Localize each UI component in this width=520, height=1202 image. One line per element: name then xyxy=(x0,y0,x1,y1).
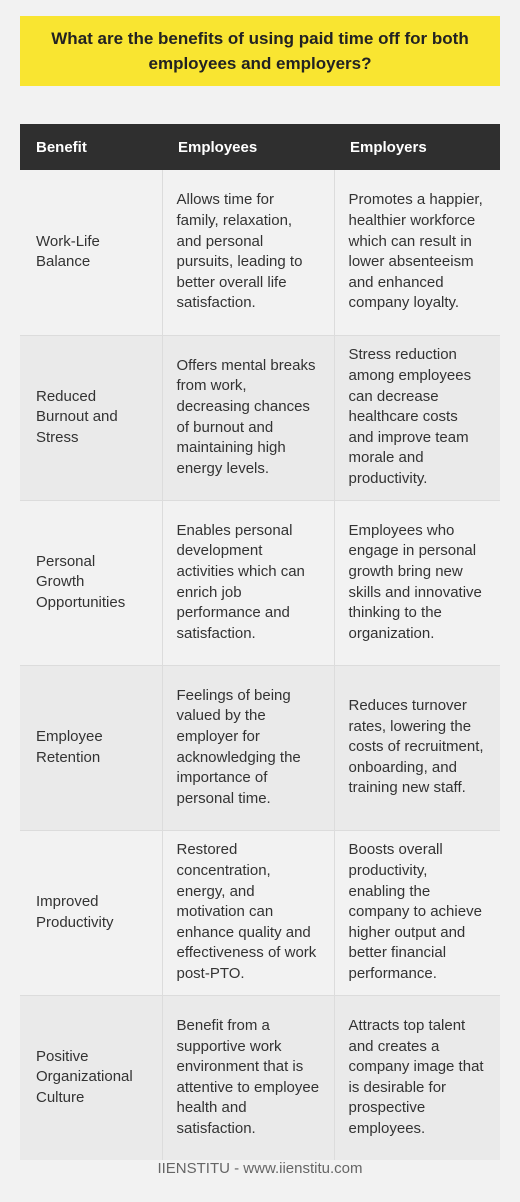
table-header-row xyxy=(20,124,500,170)
employers-cell: Attracts top talent and creates a company image that is desirable for prospective employees. xyxy=(334,995,500,1160)
employers-cell: Stress reduction among employees can decrease healthcare costs and improve team morale and productivity. xyxy=(334,335,500,500)
employees-cell: Benefit from a supportive work environment that is attentive to employee health and satisfaction. xyxy=(162,995,334,1160)
employers-cell: Employees who engage in personal growth bring new skills and innovative thinking to the organization. xyxy=(334,500,500,665)
employees-cell: Restored concentration, energy, and motivation can enhance quality and effectiveness of work post-PTO. xyxy=(162,830,334,995)
employers-cell: Boosts overall productivity, enabling the company to achieve higher output and better financial performance. xyxy=(334,830,500,995)
title-banner xyxy=(20,16,500,86)
table-row xyxy=(20,830,500,995)
benefits-table xyxy=(20,124,500,1160)
employees-cell: Feelings of being valued by the employer for acknowledging the importance of personal time. xyxy=(162,665,334,830)
employers-cell: Reduces turnover rates, lowering the costs of recruitment, onboarding, and training new staff. xyxy=(334,665,500,830)
benefit-cell: Improved Productivity xyxy=(20,830,162,995)
footer-credit: IIENSTITU - www.iienstitu.com xyxy=(157,1160,363,1177)
header-employers: Employers xyxy=(334,124,500,170)
benefit-cell: Reduced Burnout and Stress xyxy=(20,335,162,500)
header-benefit: Benefit xyxy=(20,124,162,170)
table-row xyxy=(20,995,500,1160)
table-row xyxy=(20,665,500,830)
benefit-cell: Positive Organizational Culture xyxy=(20,995,162,1160)
employees-cell: Allows time for family, relaxation, and personal pursuits, leading to better overall life satisfaction. xyxy=(162,170,334,335)
employers-cell: Promotes a happier, healthier workforce which can result in lower absenteeism and enhanced company loyalty. xyxy=(334,170,500,335)
page-title: What are the benefits of using paid time off for both employees and employers? xyxy=(51,29,469,73)
benefit-cell: Personal Growth Opportunities xyxy=(20,500,162,665)
header-employees: Employees xyxy=(162,124,334,170)
benefit-cell: Work-Life Balance xyxy=(20,170,162,335)
table-row xyxy=(20,170,500,335)
table-row xyxy=(20,335,500,500)
benefit-cell: Employee Retention xyxy=(20,665,162,830)
table-row xyxy=(20,500,500,665)
employees-cell: Offers mental breaks from work, decreasing chances of burnout and maintaining high energy levels. xyxy=(162,335,334,500)
employees-cell: Enables personal development activities which can enrich job performance and satisfaction. xyxy=(162,500,334,665)
